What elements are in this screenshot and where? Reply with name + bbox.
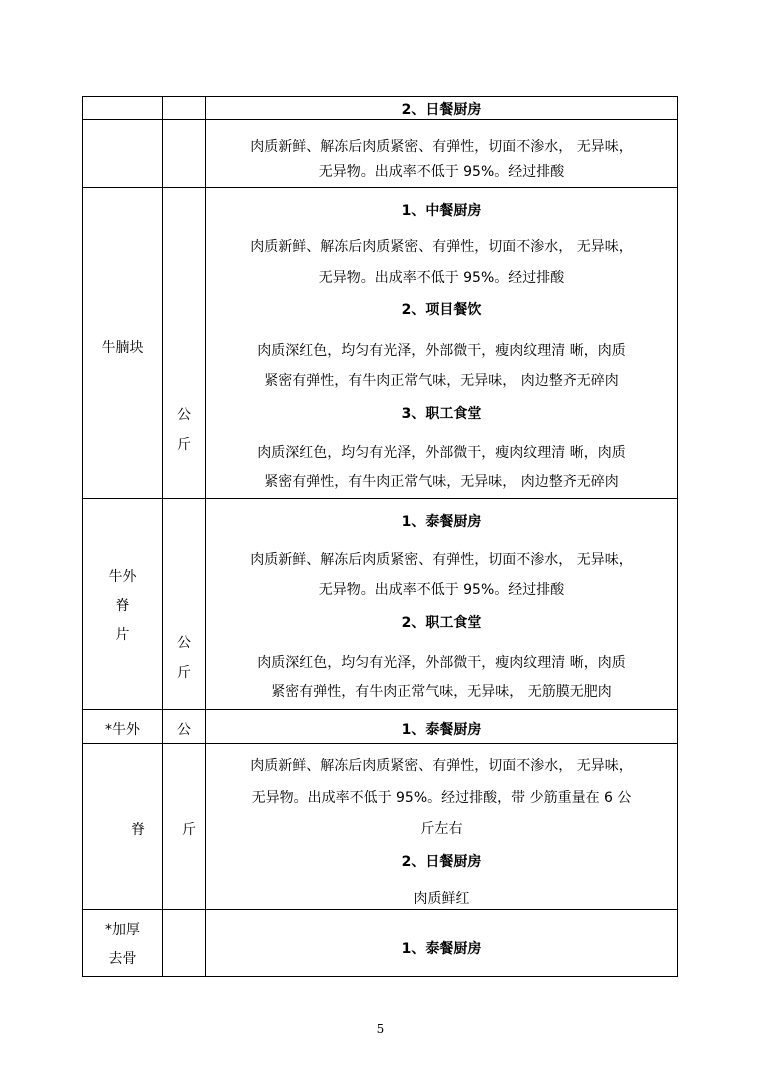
spec-text: 肉质新鲜、解冻后肉质紧密、有弹性，切面不渗水， 无异味，: [250, 758, 633, 774]
section-heading: 2、日餐厨房: [401, 102, 482, 118]
spec-text: 斤左右: [420, 821, 463, 837]
unit-text: 斤: [177, 665, 191, 681]
section-heading: 2、项目餐饮: [401, 302, 482, 318]
spec-text: 无异物。出成率不低于 95%。经过排酸: [318, 582, 565, 598]
spec-text: 无异物。出成率不低于 95%。经过排酸: [318, 270, 565, 286]
section-heading: 3、职工食堂: [401, 406, 482, 422]
spec-text: 紧密有弹性，有牛肉正常气味，无异味， 无筋膜无肥肉: [271, 684, 612, 700]
unit-text: 公: [177, 635, 191, 651]
product-name: 脊: [131, 822, 145, 838]
section-heading: 1、泰餐厨房: [401, 941, 482, 957]
unit-text: 公: [177, 407, 191, 423]
product-name: 去骨: [108, 951, 137, 967]
page-number: 5: [376, 1022, 385, 1036]
product-name: *牛外: [105, 722, 140, 738]
spec-text: 肉质新鲜、解冻后肉质紧密、有弹性，切面不渗水， 无异味，: [250, 139, 633, 155]
unit-text: 斤: [177, 437, 191, 453]
product-name: *加厚: [105, 922, 140, 938]
unit-text: 斤: [182, 822, 196, 838]
section-heading: 1、泰餐厨房: [401, 514, 482, 530]
spec-text: 肉质鲜红: [413, 891, 470, 907]
spec-text: 紧密有弹性，有牛肉正常气味，无异味， 肉边整齐无碎肉: [264, 373, 619, 389]
section-heading: 2、日餐厨房: [401, 854, 482, 870]
section-heading: 1、中餐厨房: [401, 203, 482, 219]
spec-text: 肉质深红色，均匀有光泽，外部微干，瘦肉纹理清 晰，肉质: [257, 343, 626, 359]
spec-text: 无异物。出成率不低于 95%。经过排酸，带 少筋重量在 6 公: [251, 790, 632, 806]
spec-text: 紧密有弹性，有牛肉正常气味，无异味， 肉边整齐无碎肉: [264, 474, 619, 490]
spec-text: 肉质深红色，均匀有光泽，外部微干，瘦肉纹理清 晰，肉质: [257, 655, 626, 671]
section-heading: 1、泰餐厨房: [401, 722, 482, 738]
spec-text: 肉质新鲜、解冻后肉质紧密、有弹性，切面不渗水， 无异味，: [250, 239, 633, 255]
spec-text: 肉质新鲜、解冻后肉质紧密、有弹性，切面不渗水， 无异味，: [250, 552, 633, 568]
unit-text: 公: [177, 722, 191, 738]
product-name: 牛腩块: [101, 340, 144, 356]
section-heading: 2、职工食堂: [401, 615, 482, 631]
product-name: 牛外: [108, 569, 137, 585]
product-name: 脊: [115, 598, 130, 614]
product-name: 片: [115, 627, 130, 643]
spec-text: 无异物。出成率不低于 95%。经过排酸: [318, 164, 565, 180]
spec-text: 肉质深红色，均匀有光泽，外部微干，瘦肉纹理清 晰，肉质: [257, 445, 626, 461]
